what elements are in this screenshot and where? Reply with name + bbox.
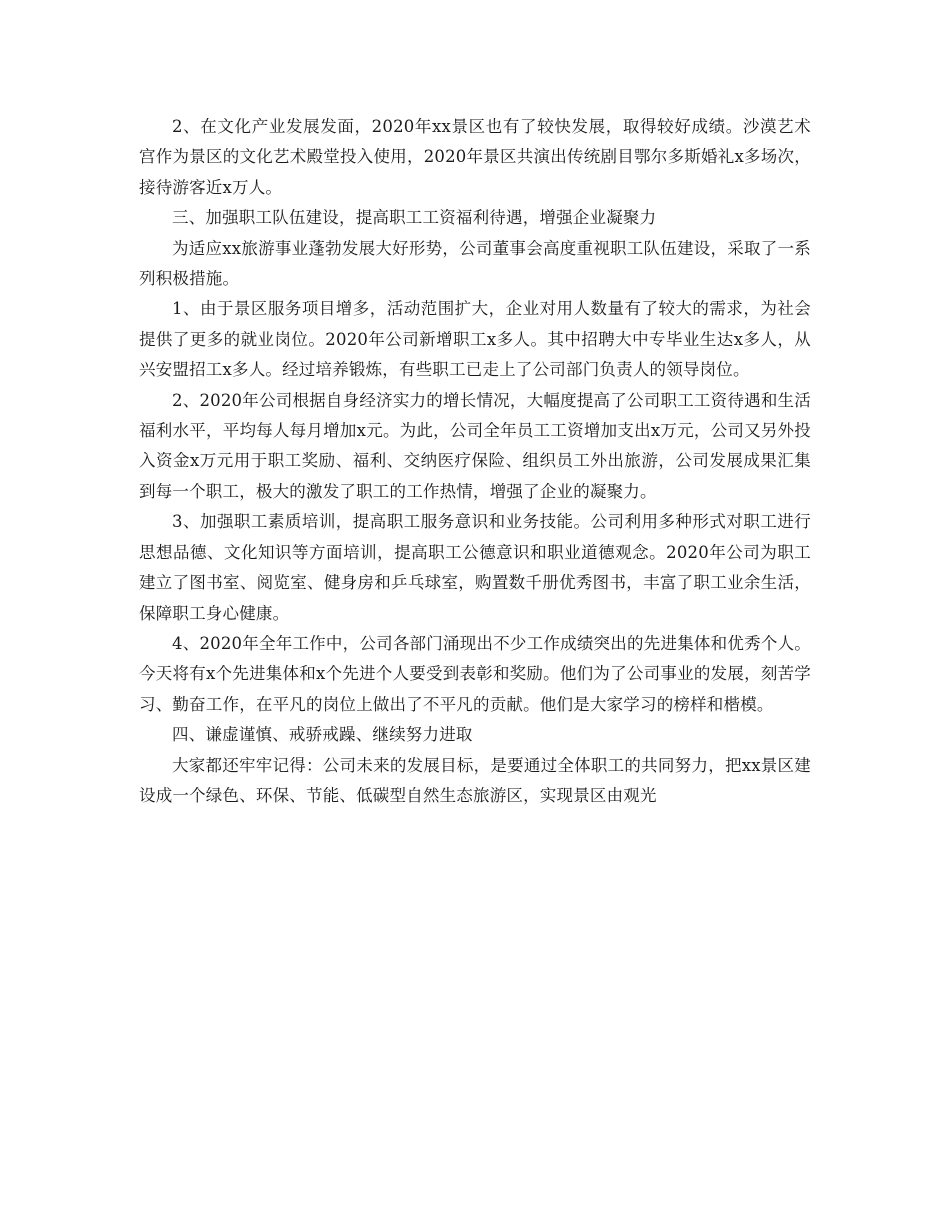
paragraph-item-4-awards: 4、2020年全年工作中，公司各部门涌现出不少工作成绩突出的先进集体和优秀个人。今天将有x个先进集体和x个先进个人要受到表彰和奖励。他们为了公司事业的发展，刻苦学习、勤奋工作，在平凡的岗位上做出了不平凡的贡献。他们是大家学习的榜样和楷模。 (139, 633, 811, 714)
paragraph-culture-industry: 2、在文化产业发展发面，2020年xx景区也有了较快发展，取得较好成绩。沙漠艺术宫作为景区的文化艺术殿堂投入使用，2020年景区共演出传统剧目鄂尔多斯婚礼x多场次，接待游客近x万人。 (139, 117, 811, 197)
paragraph-item-1-employment: 1、由于景区服务项目增多，活动范围扩大，企业对用人数量有了较大的需求，为社会提供了更多的就业岗位。2020年公司新增职工x多人。其中招聘大中专毕业生达x多人，从兴安盟招工x多人。经过培养锻炼，有些职工已走上了公司部门负责人的领导岗位。 (139, 299, 811, 380)
section-heading-staff-building: 三、加强职工队伍建设，提高职工工资福利待遇，增强企业凝聚力 (172, 208, 657, 228)
section-heading-modesty: 四、谦虚谨慎、戒骄戒躁、继续努力进取 (172, 725, 473, 745)
paragraph-staff-intro: 为适应xx旅游事业蓬勃发展大好形势，公司董事会高度重视职工队伍建设，采取了一系列积极措施。 (139, 238, 811, 289)
paragraph-item-3-training: 3、加强职工素质培训，提高职工服务意识和业务技能。公司利用多种形式对职工进行思想品德、文化知识等方面培训，提高职工公德意识和职业道德观念。2020年公司为职工建立了图书室、阅览室、健身房和乒乓球室，购置数千册优秀图书，丰富了职工业余生活，保障职工身心健康。 (139, 512, 811, 623)
paragraph-future-goals: 大家都还牢牢记得：公司未来的发展目标，是要通过全体职工的共同努力，把xx景区建设成一个绿色、环保、节能、低碳型自然生态旅游区，实现景区由观光 (139, 755, 811, 805)
document-body (139, 112, 811, 811)
paragraph-item-2-welfare: 2、2020年公司根据自身经济实力的增长情况，大幅度提高了公司职工工资待遇和生活福利水平，平均每人每月增加x元。为此，公司全年员工工资增加支出x万元，公司又另外投入资金x万元用于职工奖励、福利、交纳医疗保险、组织员工外出旅游，公司发展成果汇集到每一个职工，极大的激发了职工的工作热情，增强了企业的凝聚力。 (139, 390, 811, 501)
